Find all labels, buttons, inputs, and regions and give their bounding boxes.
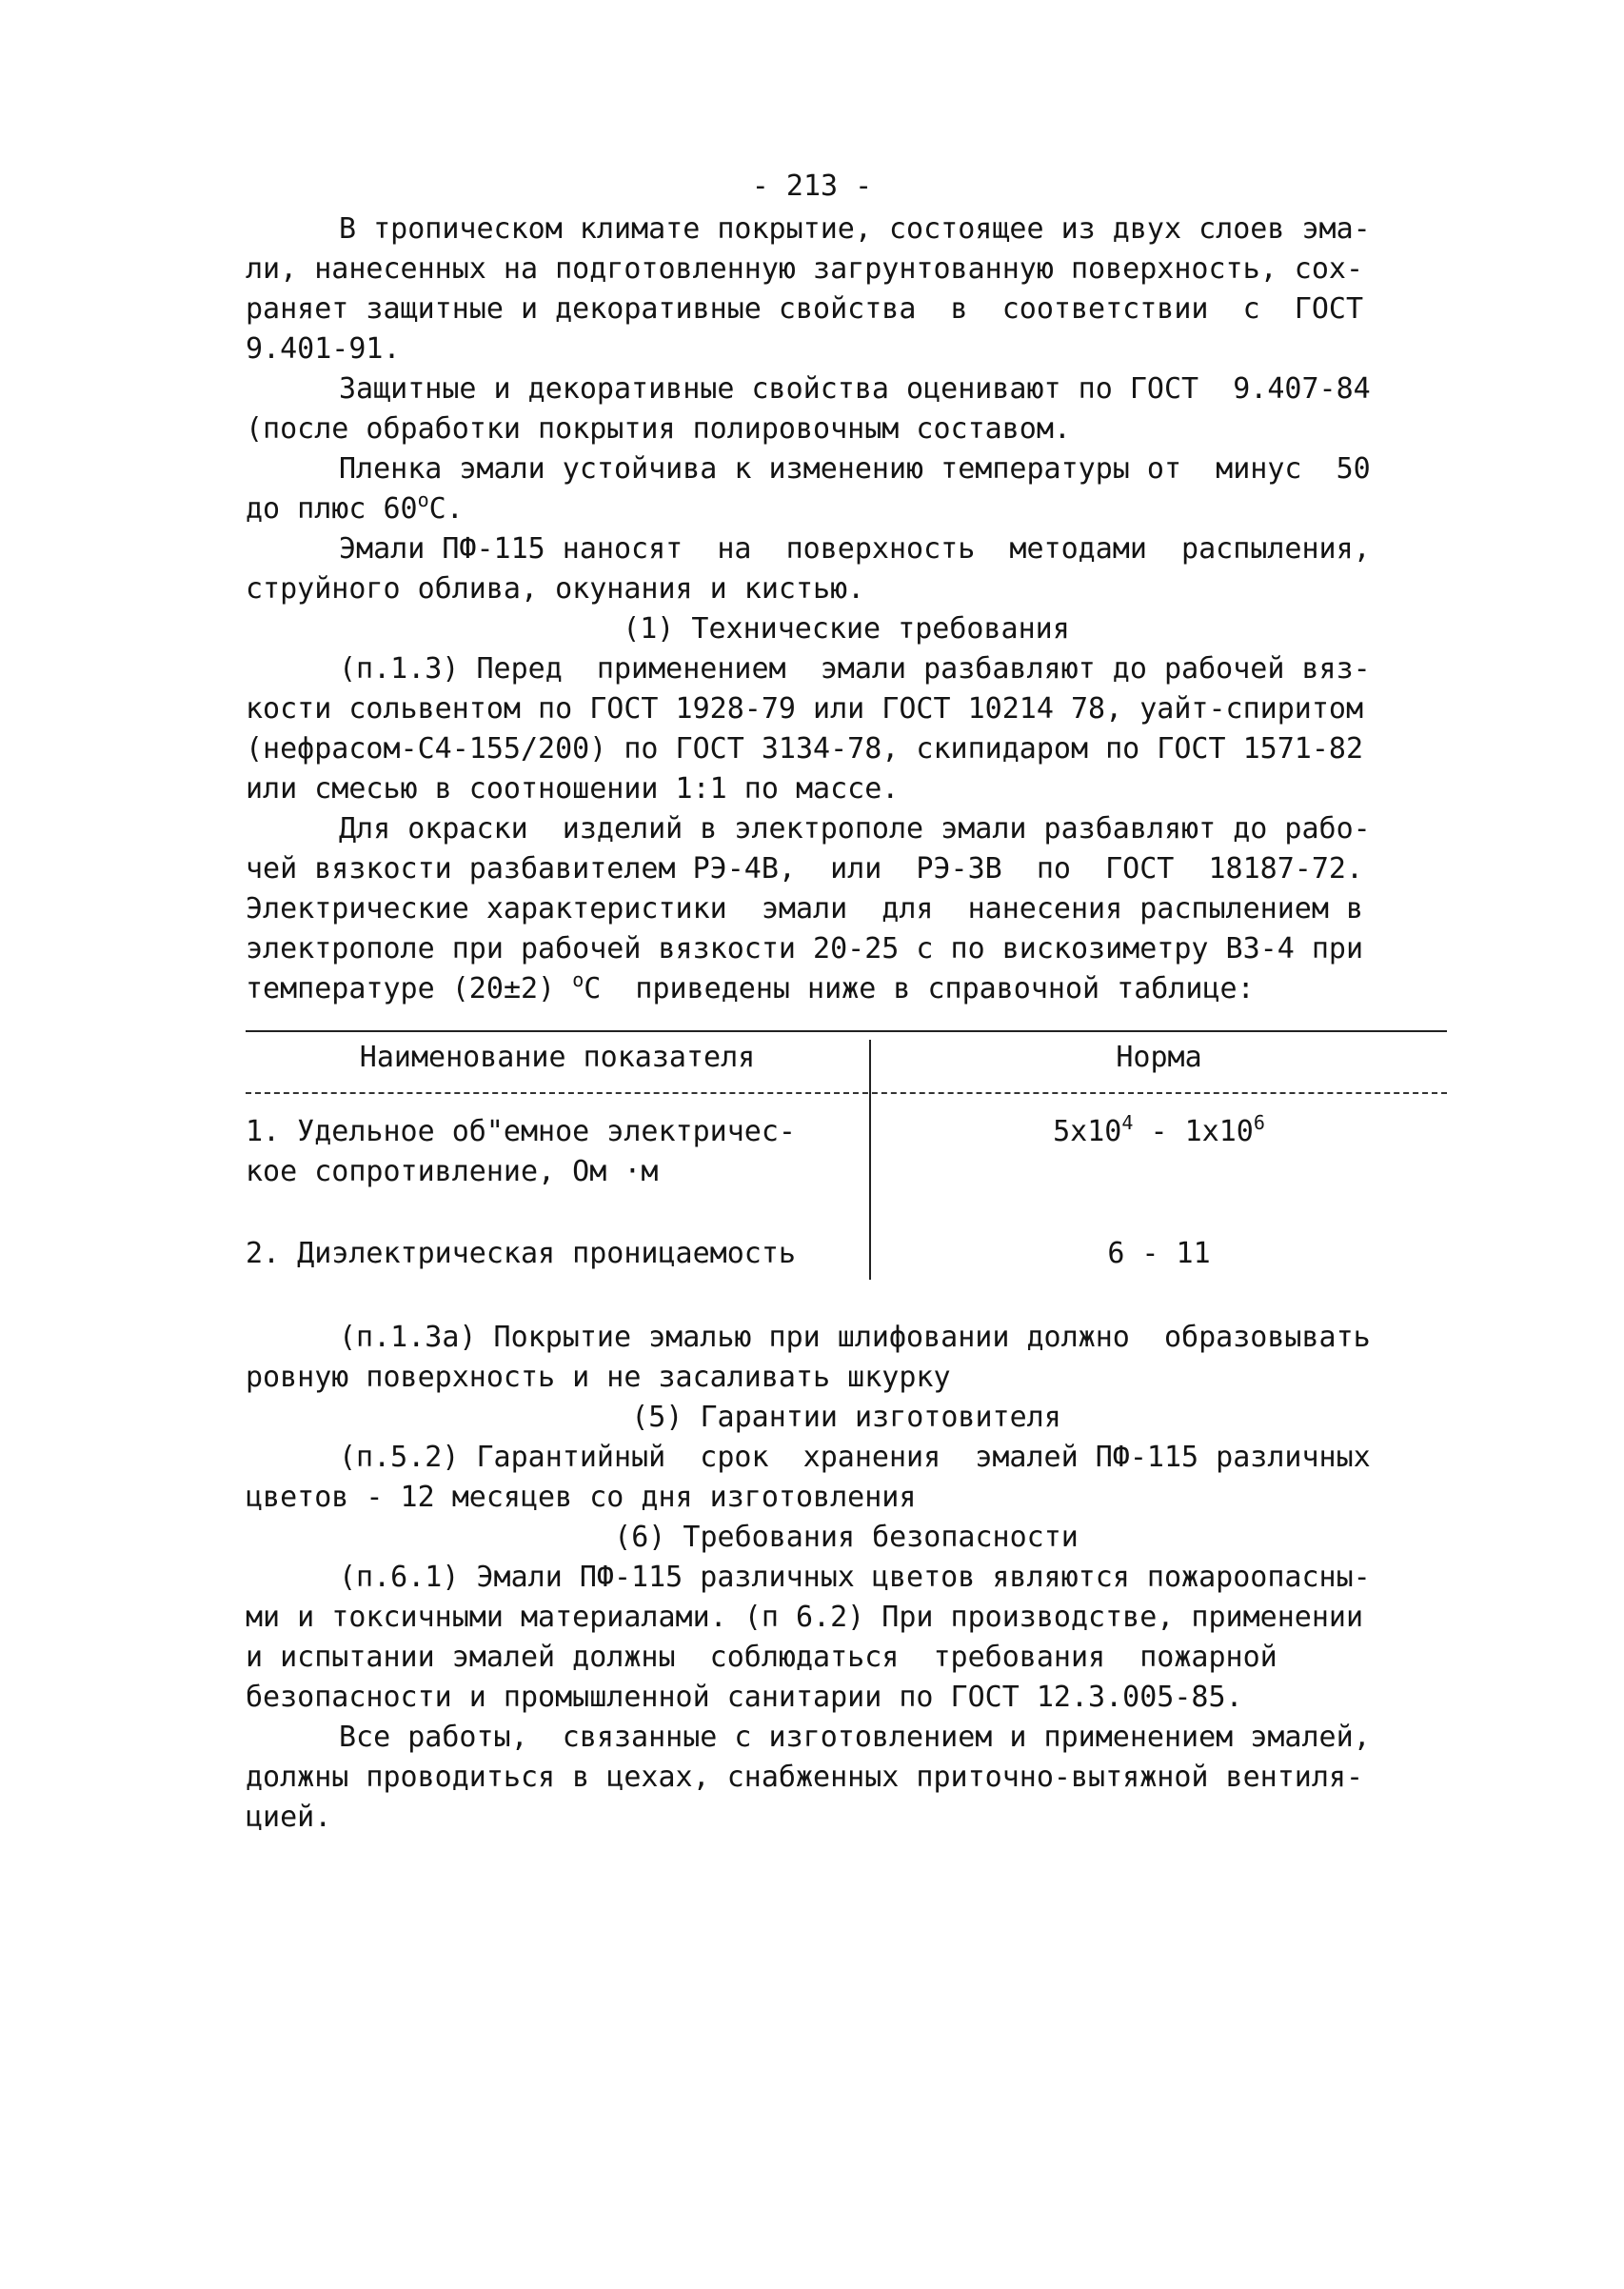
text-line: кости сольвентом по ГОСТ 1928-79 или ГОСТ 10214 78, уайт-спиритом [246,692,1363,726]
paragraph-tropical-climate [246,209,1447,369]
degree-superscript: о [572,968,584,991]
exponent: 4 [1121,1111,1134,1134]
table-row-1-name-line-2: кое сопротивление, Ом ·м [246,1155,659,1188]
text-line: электрополе при рабочей вязкости 20-25 с по вискозиметру ВЗ-4 при [246,932,1363,965]
text-line: ровную поверхность и не засаливать шкурку [246,1361,951,1394]
text-line: 9.401-91. [246,332,401,366]
table-row-2-norm: 6 - 11 [1107,1237,1211,1270]
text-line [246,969,1447,1009]
text-line: и испытании эмалей должны соблюдаться требования пожарной [246,1641,1277,1674]
text-line: (п.1.3а) Покрытие эмалью при шлифовании должно образовывать [339,1321,1371,1354]
paragraph-electric-field [246,809,1447,1009]
text-line: Электрические характеристики эмали для нанесения распылением в [246,892,1363,926]
text-span: - 1x10 [1133,1115,1254,1148]
text-line: цией. [246,1801,332,1834]
table-row-1-name-line-1: 1. Удельное об"емное электричес- [246,1115,796,1148]
text-line: или смесью в соотношении 1:1 по массе. [246,772,900,806]
section-heading-technical: (1) Технические требования [623,612,1070,646]
text-line: ми и токсичными материалами. (п 6.2) При производстве, применении [246,1601,1363,1634]
text-line: (нефрасом-С4-155/200) по ГОСТ 3134-78, скипидаром по ГОСТ 1571-82 [246,732,1363,766]
text-line: (после обработки покрытия полировочным составом. [246,412,1071,446]
section-heading-guarantees: (5) Гарантии изготовителя [631,1401,1061,1434]
text-line: (п.1.3) Перед применением эмали разбавляют до рабочей вяз- [339,652,1371,686]
text-span: 2) [521,972,573,1005]
text-line: ли, нанесенных на подготовленную загрунтованную поверхность, сох- [246,252,1363,286]
text-line: безопасности и промышленной санитарии по ГОСТ 12.3.005-85. [246,1681,1243,1714]
text-line [246,489,1447,529]
plus-minus-sign: ± [503,972,521,1005]
table-row-1-norm [871,1112,1447,1152]
section-heading-safety: (6) Требования безопасности [614,1521,1079,1554]
text-line: (п.5.2) Гарантийный срок хранения эмалей ПФ-115 различных [339,1441,1371,1474]
text-span: С приведены ниже в справочной таблице: [584,972,1255,1005]
text-line: Все работы, связанные с изготовлением и применением эмалей, [339,1721,1371,1754]
table-row-2-name: 2. Диэлектрическая проницаемость [246,1237,796,1270]
text-line: раняет защитные и декоративные свойства в соответствии с ГОСТ [246,292,1363,326]
text-line: Эмали ПФ-115 наносят на поверхность методами распыления, [339,532,1371,566]
paragraph-fire-safety [246,1558,1447,1718]
page-number: - 213 - [751,169,873,203]
text-line: чей вязкости разбавителем РЭ-4В, или РЭ-3В по ГОСТ 18187-72. [246,852,1363,886]
table-top-rule [246,1030,1447,1032]
text-line: В тропическом климате покрытие, состоящее из двух слоев эма- [339,212,1371,246]
text-line: Пленка эмали устойчива к изменению температуры от минус 50 [339,452,1371,486]
paragraph-warranty [246,1438,1447,1518]
text-span: 5x10 [1053,1115,1122,1148]
text-line: Для окраски изделий в электрополе эмали разбавляют до рабо- [339,812,1371,846]
table-header-norm: Норма [1116,1041,1202,1074]
text-line: Защитные и декоративные свойства оценивают по ГОСТ 9.407-84 [339,372,1371,406]
paragraph-protective-properties [246,369,1447,449]
table-header-rule [246,1092,1447,1094]
text-line: должны проводиться в цехах, снабженных приточно-вытяжной вентиля- [246,1761,1363,1794]
text-span: до плюс 60 [246,492,418,526]
paragraph-dilution [246,649,1447,809]
paragraph-workshops [246,1718,1447,1838]
text-line: (п.6.1) Эмали ПФ-115 различных цветов являются пожароопасны- [339,1561,1371,1594]
text-span: температуре (20 [246,972,504,1005]
paragraph-application-methods [246,529,1447,609]
text-span: С. [428,492,464,526]
paragraph-temperature-range [246,449,1447,529]
text-line: цветов - 12 месяцев со дня изготовления [246,1481,917,1514]
table-header-name: Наименование показателя [359,1041,756,1074]
paragraph-grinding [246,1318,1447,1398]
exponent: 6 [1253,1111,1265,1134]
text-line: струйного облива, окунания и кистью. [246,572,865,606]
degree-superscript: о [417,488,429,511]
